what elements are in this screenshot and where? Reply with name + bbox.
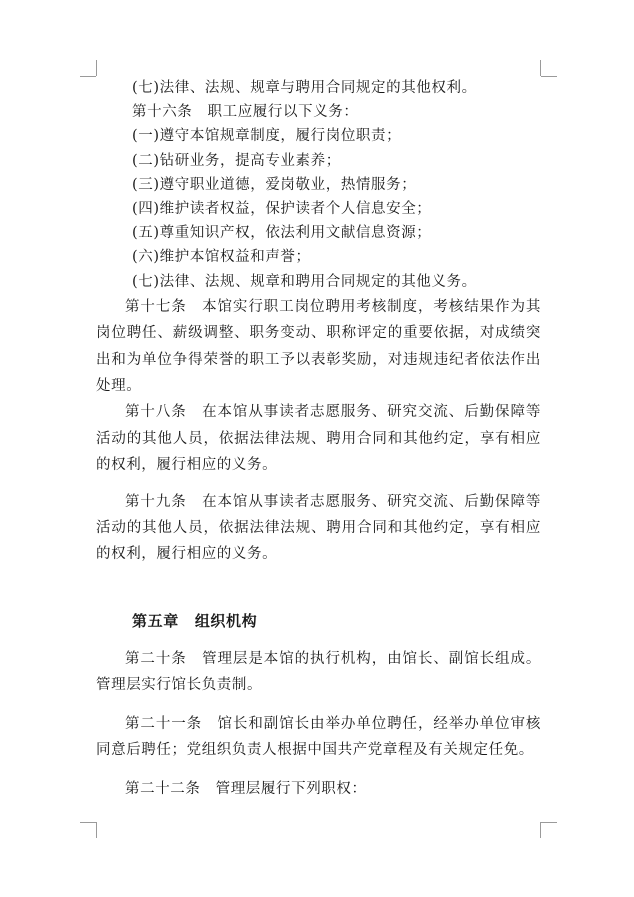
- article-19-paragraph: 第十九条 在本馆从事读者志愿服务、研究交流、后勤保障等活动的其他人员，依据法律法规、聘用合同和其他约定，享有相应的权利，履行相应的义务。: [96, 493, 541, 563]
- chapter-title: 组织机构: [194, 611, 258, 630]
- crop-mark-bottom-left-h: [80, 822, 96, 823]
- chapter-5-heading: [96, 608, 541, 634]
- duty-item-7: (七)法律、法规、规章和聘用合同规定的其他义务。: [132, 273, 477, 290]
- article-22-paragraph: 第二十二条 管理层履行下列职权：: [125, 780, 367, 797]
- article-20-paragraph: 第二十条 管理层是本馆的执行机构，由馆长、副馆长组成。管理层实行馆长负责制。: [96, 650, 541, 694]
- crop-mark-top-left-v: [96, 60, 97, 76]
- crop-mark-bottom-right-v: [540, 822, 541, 838]
- duty-item-2: (二)钻研业务，提高专业素养；: [132, 152, 341, 169]
- duty-item-6: (六)维护本馆权益和声誉；: [132, 249, 311, 266]
- duty-item-4: (四)维护读者权益，保护读者个人信息安全；: [132, 201, 432, 218]
- article-18-paragraph: 第十八条 在本馆从事读者志愿服务、研究交流、后勤保障等活动的其他人员，依据法律法规、聘用合同和其他约定，享有相应的权利，履行相应的义务。: [96, 404, 541, 474]
- document-body: [96, 76, 541, 802]
- article-17-paragraph: 第十七条 本馆实行职工岗位聘用考核制度，考核结果作为其岗位聘任、薪级调整、职务变动、职称评定的重要依据，对成绩突出和为单位争得荣誉的职工予以表彰奖励，对违规违纪者依法作出处理。: [96, 298, 541, 395]
- chapter-number: 第五章: [132, 611, 179, 630]
- crop-mark-top-right-h: [541, 76, 557, 77]
- duty-item-3: (三)遵守职业道德，爱岗敬业，热情服务；: [132, 176, 417, 193]
- crop-mark-top-right-v: [540, 60, 541, 76]
- rights-item-7: (七)法律、法规、规章与聘用合同规定的其他权利。: [132, 80, 477, 96]
- article-21-paragraph: 第二十一条 馆长和副馆长由举办单位聘任，经举办单位审核同意后聘任；党组织负责人根据中国共产党章程及有关规定任免。: [96, 715, 541, 759]
- article-16-heading: 第十六条 职工应履行以下义务：: [132, 104, 359, 121]
- duty-item-1: (一)遵守本馆规章制度，履行岗位职责；: [132, 128, 402, 145]
- crop-mark-top-left-h: [80, 76, 96, 77]
- duty-item-5: (五)尊重知识产权，依法利用文献信息资源；: [132, 225, 432, 242]
- crop-mark-bottom-left-v: [96, 822, 97, 838]
- crop-mark-bottom-right-h: [541, 822, 557, 823]
